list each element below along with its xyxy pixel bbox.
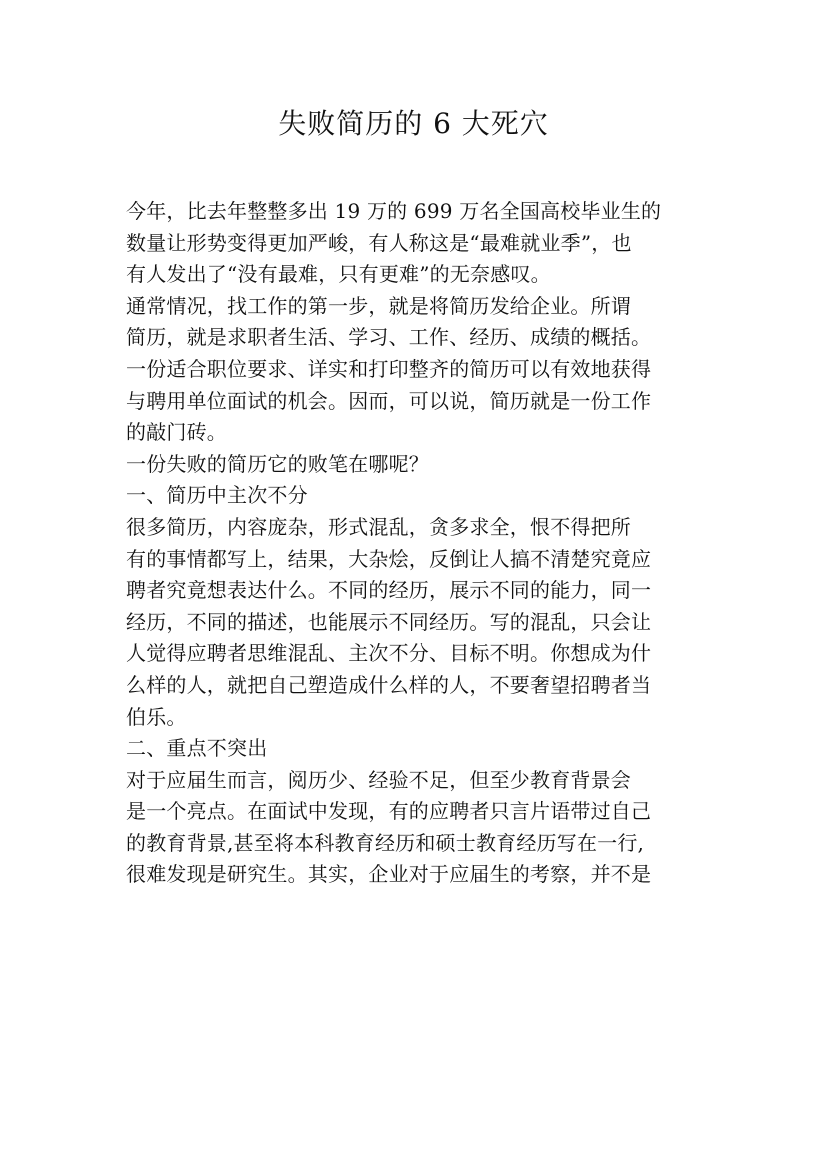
text-line: 通常情况，找工作的第一步，就是将简历发给企业。所谓	[126, 293, 631, 318]
text-line: 人觉得应聘者思维混乱、主次不分、目标不明。你想成为什	[126, 641, 652, 666]
text-line: 今年，比去年整整多出 19 万的 699 万名全国高校毕业生的	[126, 199, 662, 223]
section-heading: 二、重点不突出	[126, 736, 268, 761]
text-line: 很多简历，内容庞杂，形式混乱，贪多求全，恨不得把所	[126, 514, 631, 539]
text-line: 聘者究竟想表达什么。不同的经历，展示不同的能力，同一	[126, 578, 652, 603]
text-line: 一份失败的简历它的败笔在哪呢？	[126, 451, 429, 476]
section-heading: 一、简历中主次不分	[126, 483, 308, 508]
text-line: 的敲门砖。	[126, 420, 227, 445]
text-line: 么样的人，就把自己塑造成什么样的人，不要奢望招聘者当	[126, 672, 652, 697]
text-line: 有人发出了“没有最难，只有更难”的无奈感叹。	[126, 262, 551, 287]
text-line: 一份适合职位要求、详实和打印整齐的简历可以有效地获得	[126, 356, 652, 381]
document-body	[126, 196, 716, 891]
text-line: 是一个亮点。在面试中发现，有的应聘者只言片语带过自己	[126, 799, 652, 824]
text-line: 经历，不同的描述，也能展示不同经历。写的混乱，只会让	[126, 609, 652, 634]
text-line: 很难发现是研究生。其实，企业对于应届生的考察，并不是	[126, 862, 652, 887]
text-line: 的教育背景,甚至将本科教育经历和硕士教育经历写在一行,	[126, 830, 645, 855]
text-line: 与聘用单位面试的机会。因而，可以说，简历就是一份工作	[126, 388, 652, 413]
text-line: 对于应届生而言，阅历少、经验不足，但至少教育背景会	[126, 767, 631, 792]
text-line: 数量让形势变得更加严峻，有人称这是“最难就业季”，也	[126, 230, 632, 255]
text-line: 简历，就是求职者生活、学习、工作、经历、成绩的概括。	[126, 325, 652, 350]
text-line: 有的事情都写上，结果，大杂烩，反倒让人搞不清楚究竟应	[126, 546, 652, 571]
document-title: 失败简历的 6 大死穴	[278, 107, 549, 140]
text-line: 伯乐。	[126, 704, 187, 729]
